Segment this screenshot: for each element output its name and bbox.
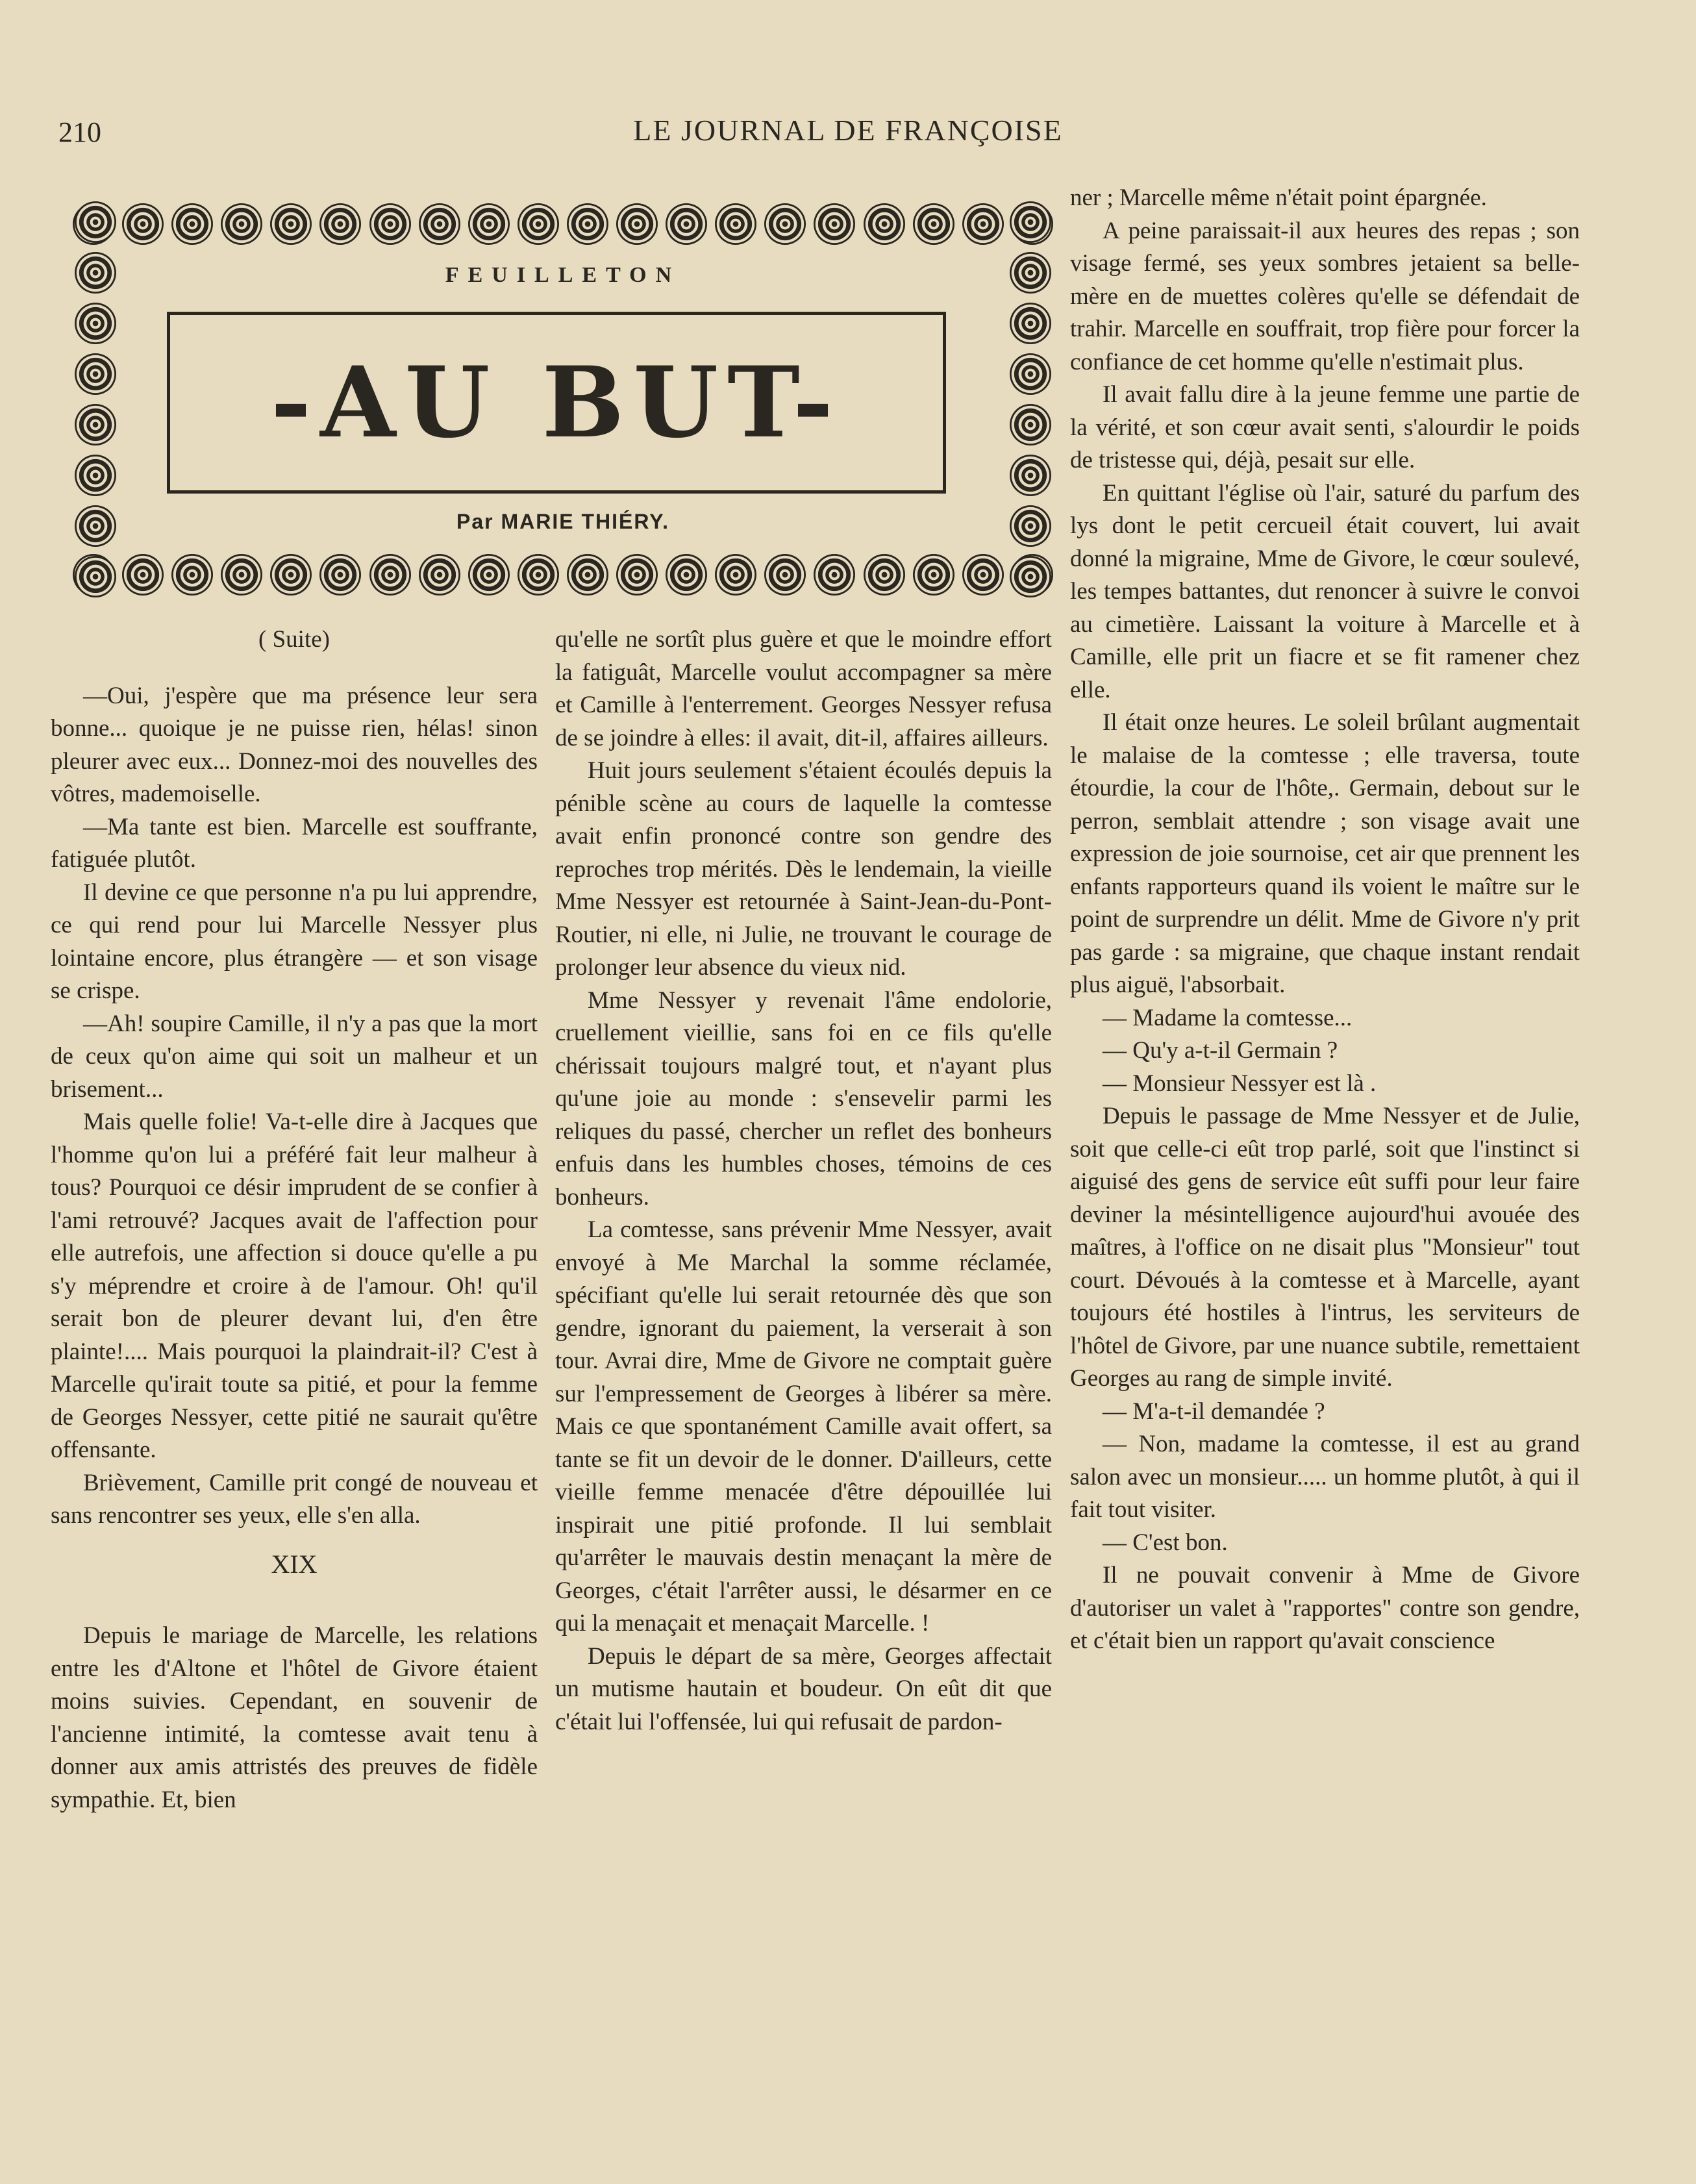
rose-ornament-icon [319,554,361,596]
rose-ornament-icon [666,554,707,596]
paragraph: — M'a-t-il demandée ? [1103,1398,1325,1425]
paragraph: Depuis le départ de sa mère, Georges affectait un mutisme hautain et boudeur. On eût dit que c'était lui l'offensée, lui qui refusait de pardon- [555,1642,1052,1735]
rose-ornament-icon [814,554,855,596]
paragraph: Il était onze heures. Le soleil brûlant augmentait le malaise de la comtesse ; elle traversa, toute étourdie, la cour de l'hôte,. Germain, debout sur le perron, semblait attendre ; son visage avait une expression de joie sournoise, cet air que prennent les enfants rapporteurs quand ils voient le maître sur le point de surprendre un délit. Mme de Givore n'y prit pas garde : sa migraine, que chaque instant rendait plus aiguë, l'absorbait. [1070,709,1580,998]
paragraph: Depuis le mariage de Marcelle, les relations entre les d'Altone et l'hôtel de Givore étaient moins suivies. Cependant, en souvenir de l'ancienne intimité, la comtesse avait tenu à donner aux amis attristés des preuves de fidèle sympathie. Et, bien [51,1622,538,1813]
rose-ornament-icon [369,554,411,596]
rose-ornament-icon [75,455,116,496]
rose-ornament-icon [567,554,608,596]
paragraph: —Ma tante est bien. Marcelle est souffrante, fatiguée plutôt. [51,813,538,873]
feuilleton-label: FEUILLETON [445,263,681,287]
rose-ornament-icon [764,554,806,596]
text-column-1 [51,623,538,1816]
paragraph: Mais quelle folie! Va-t-elle dire à Jacques que l'homme qu'on lui a préféré fait leur malheur à tous? Pourquoi ce désir imprudent de se confier à l'ami retrouvé? Jacques avait de l'affection pour elle autrefois, une affection si douce qu'elle a pu s'y méprendre et croire à de l'amour. Oh! qu'il serait bon de pleurer devant lui, d'en être plainte!.... Mais pourquoi la plaindrait-il? C'est à Marcelle qu'irait toute sa pitié, et pour la femme de Georges Nessyer, cette pitié ne saurait qu'être offensante. [51,1109,538,1463]
paragraph: ner ; Marcelle même n'était point épargnée. [1070,184,1487,211]
paragraph: Il devine ce que personne n'a pu lui apprendre, ce qui rend pour lui Marcelle Nessyer plus lointaine encore, plus étrangère — et son visage se crispe. [51,879,538,1004]
rose-ornament-icon [616,554,658,596]
paragraph: — C'est bon. [1103,1529,1228,1556]
rose-ornament-icon [221,203,262,245]
rose-ornament-icon [864,554,905,596]
rose-ornament-icon [864,203,905,245]
rose-ornament-icon [468,554,510,596]
paragraph: —Oui, j'espère que ma présence leur sera bonne... quoique je ne puisse rien, hélas! sinon pleurer avec eux... Donnez-moi des nouvelles des vôtres, mademoiselle. [51,682,538,807]
rose-ornament-icon [715,554,756,596]
rose-ornament-icon [122,554,164,596]
paragraph: A peine paraissait-il aux heures des repas ; son visage fermé, ses yeux sombres jetaient sa belle-mère en de muettes colères qu'elle se défendait de trahir. Marcelle en souffrait, trop fière pour forcer la confiance de cet homme qu'elle n'estimait plus. [1070,217,1580,375]
rose-ornament-icon [962,203,1004,245]
rose-ornament-icon [419,554,460,596]
rose-ornament-icon [171,554,213,596]
rose-ornament-icon [319,203,361,245]
chapter-heading: XIX [271,1549,318,1579]
rose-ornament-icon [75,303,116,344]
ornament-top-row [73,201,1053,247]
paragraph: Depuis le passage de Mme Nessyer et de Julie, soit que celle-ci eût trop parlé, soit que l'instinct si aiguisé des gens de service eût suffi pour leur faire deviner la mésintelligence aujourd'hui avouée des maîtres, à l'office on ne disait plus "Monsieur" tout court. Dévoués à la comtesse et à Marcelle, ayant toujours été hostiles à l'intrus, les serviteurs de l'hôtel de Givore, par une nuance subtile, remettaient Georges au rang de simple invité. [1070,1103,1580,1392]
rose-ornament-icon [1010,404,1051,446]
paragraph: Il ne pouvait convenir à Mme de Givore d'autoriser un valet à "rapportes" contre son gendre, et c'était bien un rapport qu'avait conscience [1070,1562,1580,1654]
rose-ornament-icon [75,404,116,446]
paragraph: — Qu'y a-t-il Germain ? [1103,1037,1338,1064]
rose-ornament-icon [122,203,164,245]
rose-ornament-icon [616,203,658,245]
rose-ornament-icon [270,203,312,245]
feuilleton-header [164,263,962,536]
rose-ornament-icon [814,203,855,245]
rose-ornament-icon [468,203,510,245]
rose-ornament-icon [1010,303,1051,344]
paragraph: Mme Nessyer y revenait l'âme endolorie, cruellement vieillie, sans foi en ce fils qu'elle chérissait toujours malgré tout, et n'ayant plus qu'une joie au monde : s'ensevelir parmi les reliques du passé, chercher un reflet des bonheurs enfuis dans les humbles choses, témoins de ces bonheurs. [555,986,1052,1211]
page-number: 210 [58,116,101,148]
paragraph: En quittant l'église où l'air, saturé du parfum des lys dont le petit cercueil était couvert, lui avait donné la migraine, Mme de Givore, le cœur soulevé, les tempes battantes, dut renoncer à suivre le convoi au cimetière. Laissant la voiture à Marcelle et à Camille, elle prit un fiacre et se fit ramener chez elle. [1070,479,1580,703]
rose-ornament-icon [75,556,116,597]
rose-ornament-icon [1010,505,1051,547]
rose-ornament-icon [419,203,460,245]
rose-ornament-icon [913,554,954,596]
rose-ornament-icon [75,252,116,294]
rose-ornament-icon [518,203,559,245]
rose-ornament-icon [518,554,559,596]
text-column-2 [555,623,1052,1738]
paragraph: — Madame la comtesse... [1103,1004,1353,1031]
paragraph: —Ah! soupire Camille, il n'y a pas que la mort de ceux qu'on aime qui soit un malheur et un brisement... [51,1010,538,1103]
rose-ornament-icon [715,203,756,245]
rose-ornament-icon [1010,353,1051,395]
rose-ornament-icon [75,505,116,547]
byline: Par MARIE THIÉRY. [456,510,669,533]
text-column-3 [1070,182,1580,1658]
rose-ornament-icon [1010,556,1051,597]
rose-ornament-icon [666,203,707,245]
ornament-right-column [1008,201,1053,597]
paragraph: Il avait fallu dire à la jeune femme une partie de la vérité, et son cœur avait senti, s'alourdir le poids de tristesse qui, déjà, pesait sur elle. [1070,381,1580,473]
rose-ornament-icon [1010,201,1051,243]
rose-ornament-icon [962,554,1004,596]
feuilleton-ornament-frame [73,201,1053,597]
rose-ornament-icon [75,353,116,395]
paragraph: La comtesse, sans prévenir Mme Nessyer, avait envoyé à Me Marchal la somme réclamée, spécifiant qu'elle lui serait retournée dès que son gendre, ignorant du paiement, la verserait à son tour. Avrai dire, Mme de Givore ne comptait guère sur l'empressement de Georges à libérer sa mère. Mais ce que spontanément Camille avait offert, sa tante se fit un devoir de le donner. D'ailleurs, cette vieille femme menacée d'être dépouillée lui inspirait une pitié profonde. Il lui semblait qu'arrêter le mauvais destin menaçant la mère de Georges, c'était l'arrêter aussi, le désarmer en ce qui la menaçait et menaçait Marcelle. ! [555,1216,1052,1637]
ornament-left-column [73,201,118,597]
ornament-bottom-row [73,552,1053,597]
paragraph: — Non, madame la comtesse, il est au grand salon avec un monsieur..... un homme plutôt, à qui il fait tout visiter. [1070,1431,1580,1523]
paragraph: — Monsieur Nessyer est là . [1103,1070,1377,1097]
rose-ornament-icon [75,201,116,243]
paragraph: qu'elle ne sortît plus guère et que le moindre effort la fatiguât, Marcelle voulut accompagner sa mère et Camille à l'enterrement. Georges Nessyer refusa de se joindre à elles: il avait, dit-il, affaires ailleurs. [555,626,1052,751]
suite-label: ( Suite) [258,626,330,653]
rose-ornament-icon [1010,455,1051,496]
rose-ornament-icon [171,203,213,245]
rose-ornament-icon [764,203,806,245]
title-frame [167,312,946,494]
rose-ornament-icon [221,554,262,596]
rose-ornament-icon [913,203,954,245]
paragraph: Brièvement, Camille prit congé de nouveau et sans rencontrer ses yeux, elle s'en alla. [51,1469,538,1529]
rose-ornament-icon [567,203,608,245]
journal-title: LE JOURNAL DE FRANÇOISE [633,114,1063,147]
rose-ornament-icon [1010,252,1051,294]
story-title: -AU BUT- [270,345,843,460]
paragraph: Huit jours seulement s'étaient écoulés depuis la pénible scène au cours de laquelle la comtesse avait enfin prononcé contre son gendre des reproches trop mérités. Dès le lendemain, la vieille Mme Nessyer est retournée à Saint-Jean-du-Pont-Routier, ni elle, ni Julie, ne trouvant le courage de prolonger leur absence du vieux nid. [555,757,1052,981]
rose-ornament-icon [270,554,312,596]
rose-ornament-icon [369,203,411,245]
